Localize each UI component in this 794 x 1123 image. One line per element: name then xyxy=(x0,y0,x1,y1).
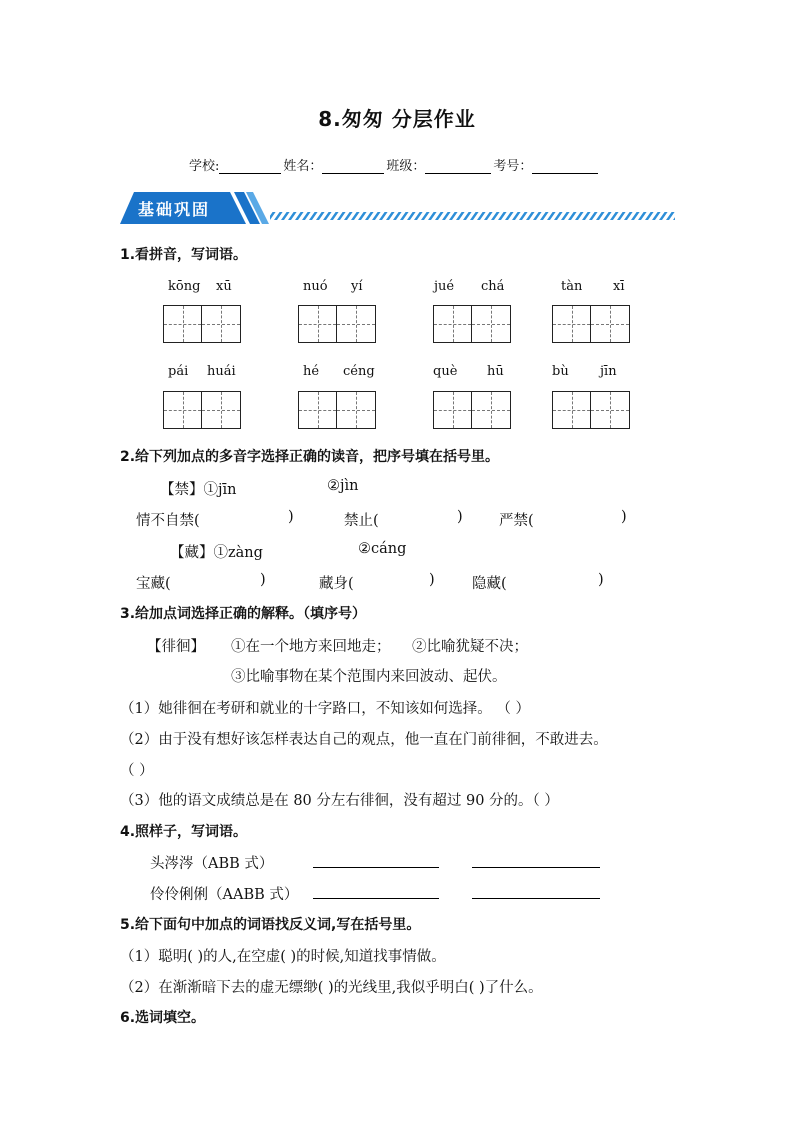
writing-grid[interactable] xyxy=(433,305,511,343)
pinyin: bù xyxy=(552,364,569,379)
pinyin: hé xyxy=(303,364,320,379)
q5-sentence-2: （2）在渐渐暗下去的虚无缥缈( )的光线里,我似乎明白( )了什么。 xyxy=(120,980,543,996)
pinyin: jué xyxy=(434,279,455,294)
cang-word-1: 宝藏( xyxy=(136,576,171,592)
q3-title: 3.给加点词选择正确的解释。（填序号） xyxy=(120,606,367,622)
class-blank[interactable] xyxy=(425,159,491,174)
q4-example-1: 头涔涔（ABB 式） xyxy=(150,856,274,872)
writing-grid[interactable] xyxy=(552,391,630,429)
paren-close: ) xyxy=(598,572,604,588)
q3-sentence-3: （3）他的语文成绩总是在 80 分左右徘徊，没有超过 90 分的。（ ） xyxy=(120,793,559,809)
q4-title: 4.照样子，写词语。 xyxy=(120,824,248,840)
jin-heading: 【禁】①jīn xyxy=(160,482,237,498)
pinyin: céng xyxy=(343,364,375,379)
pinyin: nuó xyxy=(303,279,328,294)
q2-title: 2.给下列加点的多音字选择正确的读音，把序号填在括号里。 xyxy=(120,449,500,465)
class-label: 班级： xyxy=(386,159,426,174)
definition-2: ②比喻犹疑不决； xyxy=(412,639,528,655)
writing-grid[interactable] xyxy=(298,305,376,343)
writing-grid[interactable] xyxy=(298,391,376,429)
definition-3: ③比喻事物在某个范围内来回波动、起伏。 xyxy=(231,669,507,685)
cang-word-3: 隐藏( xyxy=(472,576,507,592)
answer-line[interactable] xyxy=(472,866,600,868)
jin-word-2: 禁止( xyxy=(344,513,379,529)
q4-example-2: 伶伶俐俐（AABB 式） xyxy=(150,887,299,903)
q5-title: 5.给下面句中加点的词语找反义词,写在括号里。 xyxy=(120,917,421,933)
q3-sentence-1: （1）她徘徊在考研和就业的十字路口，不知该如何选择。 （ ） xyxy=(120,701,530,717)
writing-grid[interactable] xyxy=(163,391,241,429)
answer-line[interactable] xyxy=(472,897,600,899)
section-banner-title: 基础巩固 xyxy=(138,200,211,219)
paren-close: ) xyxy=(621,509,627,525)
cang-option-2: ②cáng xyxy=(358,541,407,557)
jin-word-3: 严禁( xyxy=(499,513,534,529)
school-label: 学校: xyxy=(189,159,220,174)
writing-grid[interactable] xyxy=(433,391,511,429)
pinyin: xī xyxy=(613,279,625,294)
q6-title: 6.选词填空。 xyxy=(120,1010,206,1026)
cang-word-2: 藏身( xyxy=(319,576,354,592)
q5-sentence-1: （1）聪明( )的人,在空虚( )的时候,知道找事情做。 xyxy=(120,949,446,965)
q3-sentence-2-answer: （ ） xyxy=(120,763,154,779)
pinyin: xū xyxy=(216,279,232,294)
pinyin: huái xyxy=(207,364,236,379)
pinyin: kōng xyxy=(168,279,201,294)
paren-close: ) xyxy=(260,572,266,588)
pinyin: pái xyxy=(168,364,189,379)
pinyin: hū xyxy=(487,364,504,379)
paren-close: ) xyxy=(288,509,294,525)
student-info-line xyxy=(189,155,600,174)
definition-1: ①在一个地方来回地走； xyxy=(231,639,391,655)
answer-line[interactable] xyxy=(313,897,439,899)
pinyin: chá xyxy=(481,279,505,294)
pinyin: jīn xyxy=(600,364,617,379)
exam-no-blank[interactable] xyxy=(532,159,598,174)
exam-no-label: 考号： xyxy=(493,159,533,174)
name-blank[interactable] xyxy=(322,159,384,174)
q3-sentence-2: （2）由于没有想好该怎样表达自己的观点，他一直在门前徘徊，不敢进去。 xyxy=(120,732,608,748)
writing-grid[interactable] xyxy=(552,305,630,343)
jin-option-2: ②jìn xyxy=(327,478,359,494)
cang-heading: 【藏】①zàng xyxy=(170,545,263,561)
school-blank[interactable] xyxy=(219,159,281,174)
paren-close: ) xyxy=(429,572,435,588)
paren-close: ) xyxy=(457,509,463,525)
answer-line[interactable] xyxy=(313,866,439,868)
pinyin: tàn xyxy=(561,279,583,294)
q1-title: 1.看拼音，写词语。 xyxy=(120,247,248,263)
jin-word-1: 情不自禁( xyxy=(136,513,200,529)
writing-grid[interactable] xyxy=(163,305,241,343)
pinyin: yí xyxy=(351,279,363,294)
paihuai-heading: 【徘徊】 xyxy=(147,639,205,655)
name-label: 姓名： xyxy=(283,159,323,174)
pinyin: què xyxy=(433,364,458,379)
page-title: 8.匆匆 分层作业 xyxy=(318,107,476,131)
